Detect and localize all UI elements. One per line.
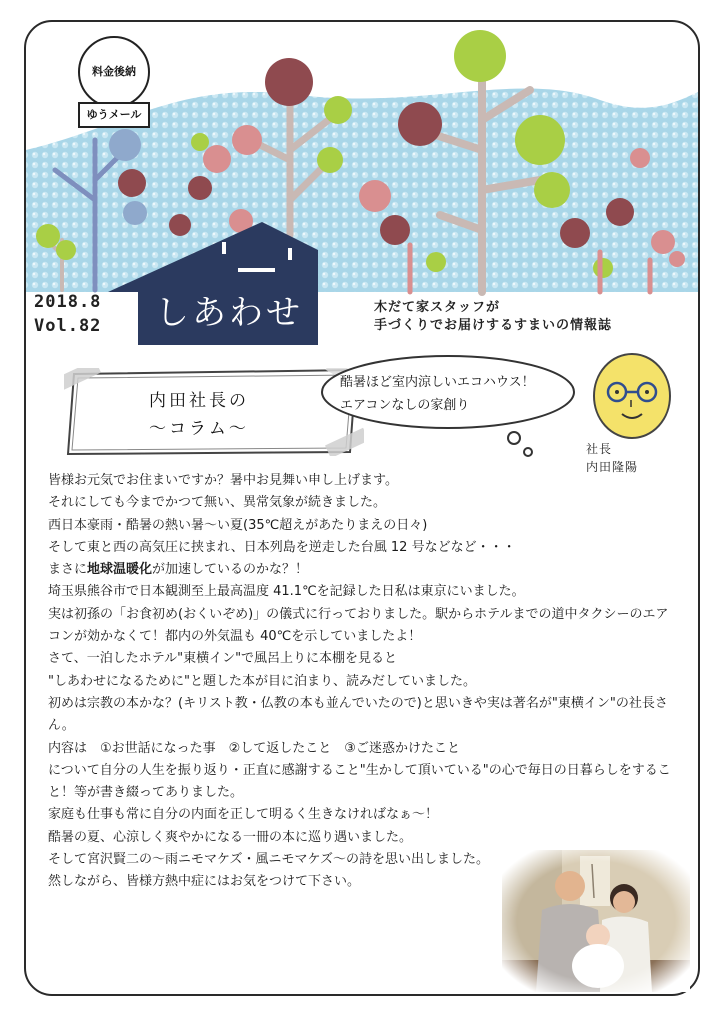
body-paragraph: 西日本豪雨・酷暑の熱い暑～い夏(35℃超えがあたりまえの日々) [48,517,428,533]
column-title-line-2: ～コラム～ [149,419,249,439]
body-paragraph: 内容は ①お世話になった事 ②して返したこと ③ご迷惑かけたこと [48,740,460,756]
body-paragraph-highlight [48,559,688,581]
body-paragraph: さて、一泊したホテル"東横イン"で風呂上りに本棚を見ると [48,651,398,667]
issue-date: 2018.8 [34,292,102,312]
column-body [48,470,688,894]
body-paragraph: 皆様お元気でお住まいですか？暑中お見舞い申し上げます。 [48,473,398,488]
body-paragraph: 酷暑の夏、心涼しく爽やかになる一冊の本に巡り遇いました。 [48,829,413,845]
body-text-span: が加速しているのかな？！ [152,562,309,578]
body-paragraph: 家庭も仕事も常に自分の内面を正して明るく生きなければなぁ～！ [48,807,439,823]
postage-mark-label: 料金後納 [92,65,136,78]
speech-bubble-line-2: エアコンなしの家創り [340,398,470,413]
body-paragraph: 然しながら、皆様方熱中症にはお気をつけて下さい。 [48,874,361,890]
president-title: 社長 [586,442,613,456]
issue-volume: Vol.82 [34,316,102,336]
mail-type-label [78,102,150,128]
body-paragraph: 初めは宗教の本かな？(キリスト教・仏教の本も並んでいたので)と思いきや実は著名が"東横イン"の社長さん。 [48,695,668,734]
tagline-line-2: 手づくりでお届けするすまいの情報誌 [374,318,613,333]
president-name: 内田隆陽 [586,460,639,474]
body-paragraph: それにしても今までかつて無い、異常気象が続きました。 [48,495,387,511]
mail-type-text: ゆうメール [86,108,142,121]
speech-bubble-line-1: 酷暑ほど室内涼しいエコハウス！ [340,375,535,390]
body-text-span: まさに [48,562,88,578]
postage-mark [78,36,150,108]
column-title-line-1: 内田社長の [149,391,249,411]
tagline-line-1: 木だて家スタッフが [374,300,501,315]
body-paragraph: そして東と西の高気圧に挟まれ、日本列島を逆走した台風 12 号などなど・・・ [48,539,516,555]
body-paragraph: 実は初孫の「お食初め(おくいぞめ)」の儀式に行っておりました。駅からホテルまでの道中タクシーのエアコンが効かなくて！都内の外気温も 40℃を示していましたよ！ [48,606,669,645]
body-paragraph: 埼玉県熊谷市で日本観測至上最高温度 41.1℃を記録した日私は東京にいました。 [48,584,525,600]
president-avatar-icon [584,352,680,440]
newsletter-title: しあわせ [155,293,303,333]
body-paragraph: そして宮沢賢二の～雨ニモマケズ・風ニモマケズ～の詩を思い出しました。 [48,852,489,868]
body-paragraph: について自分の人生を振り返り・正直に感謝すること"生かして頂いている"の心で毎日の日暮らしをすること！等が書き綴ってありました。 [48,762,671,801]
emphasis-global-warming: 地球温暖化 [87,562,153,578]
body-paragraph: "しあわせになるために"と題した本が目に泊まり、読みだしていました。 [48,673,476,689]
family-photo [502,850,690,992]
